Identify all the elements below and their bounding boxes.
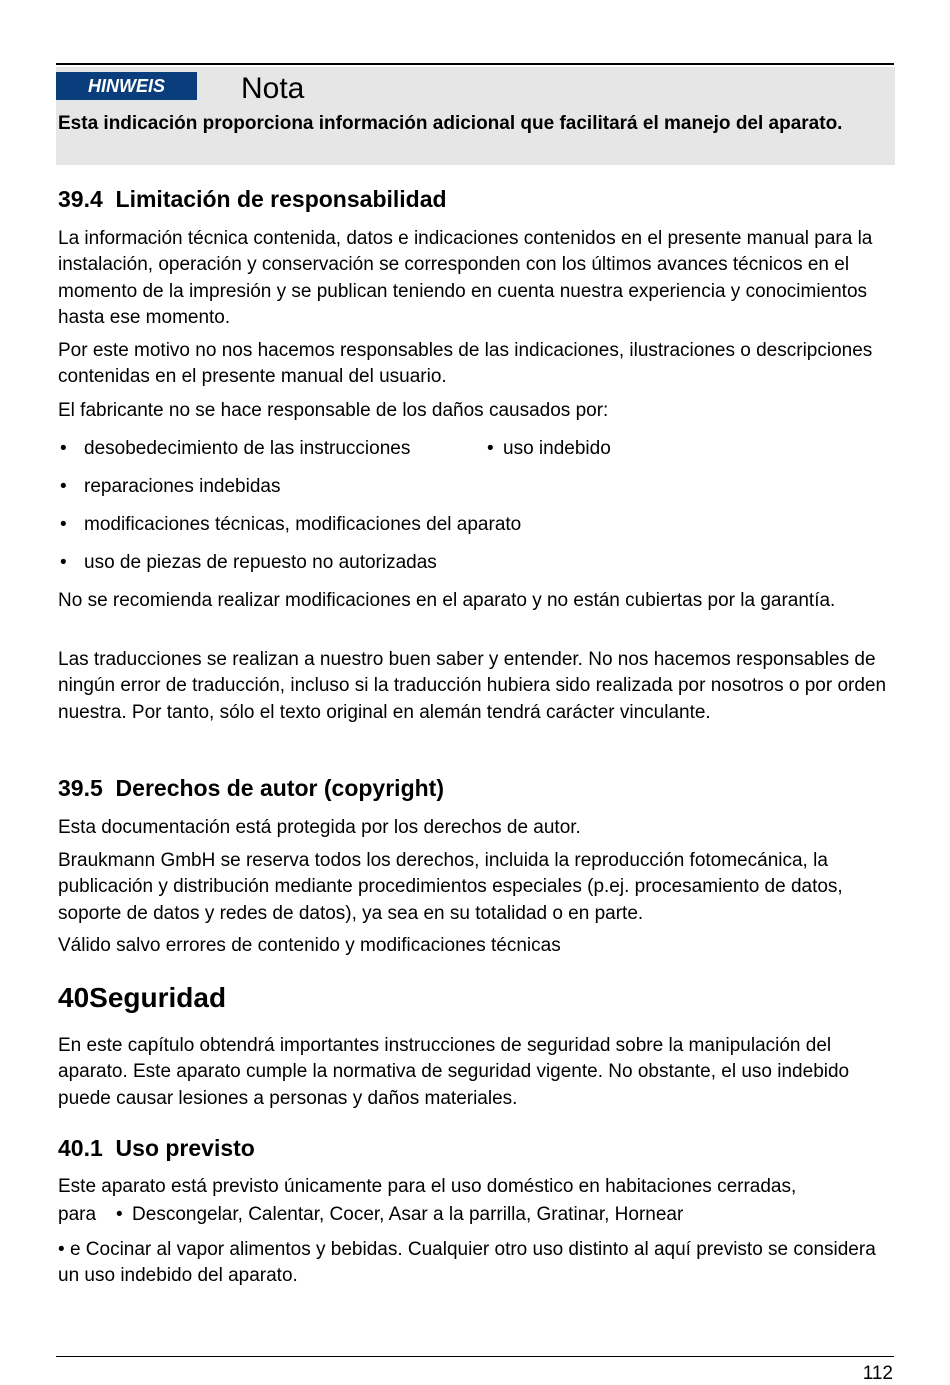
paragraph-40-1-line1: Este aparato está previsto únicamente para el uso doméstico en habitaciones cerradas,	[58, 1176, 797, 1197]
bullet-icon: •	[58, 1239, 70, 1260]
heading-39-5: 39.5 Derechos de autor (copyright)	[58, 775, 444, 801]
bullet-icon: •	[60, 476, 67, 497]
paragraph-39-4-1: La información técnica contenida, datos e indicaciones contenidos en el presente manual para la instalación, operación y conservación se corresponden con los últimos avances técnicos en el momento de la impresión y se publican teniendo en cuenta nuestra experiencia y conocimientos hasta ese momento.	[58, 228, 873, 328]
list-item: • uso de piezas de repuesto no autorizadas	[60, 550, 437, 576]
paragraph-39-5-1: Esta documentación está protegida por los derechos de autor.	[58, 817, 581, 838]
paragraph-39-4-3: El fabricante no se hace responsable de los daños causados por:	[58, 400, 609, 421]
bullet-icon: •	[60, 438, 67, 459]
paragraph-39-5-3: Válido salvo errores de contenido y modificaciones técnicas	[58, 935, 561, 956]
heading-39-4: 39.4 Limitación de responsabilidad	[58, 186, 447, 212]
paragraph-40-1-line2: para • Descongelar, Calentar, Cocer, Asar a la parrilla, Gratinar, Hornear	[58, 1202, 683, 1228]
top-rule	[56, 63, 894, 65]
list-item: • desobedecimiento de las instrucciones	[60, 436, 410, 462]
note-title: Nota	[241, 72, 305, 105]
paragraph-40-1: En este capítulo obtendrá importantes instrucciones de seguridad sobre la manipulación del aparato. Este aparato cumple la normativa de seguridad vigente. No obstante, el uso indebido puede causar lesiones a personas y daños materiales.	[58, 1035, 850, 1109]
page-number: 112	[862, 1363, 893, 1384]
paragraph-39-5-2: Braukmann GmbH se reserva todos los derechos, incluida la reproducción fotomecánica, la publicación y distribución mediante procedimientos especiales (p.ej. procesamiento de datos, soporte de datos y redes de datos), ya sea en su totalidad o en parte.	[58, 850, 843, 924]
bottom-rule	[56, 1356, 894, 1357]
list-item: • reparaciones indebidas	[60, 474, 280, 500]
list-item: • uso indebido	[487, 436, 611, 462]
list-item: • modificaciones técnicas, modificaciones del aparato	[60, 512, 521, 538]
bullet-icon: •	[60, 552, 67, 573]
paragraph-39-4-4: No se recomienda realizar modificaciones en el aparato y no están cubiertas por la garantía.	[58, 590, 836, 611]
paragraph-39-4-2: Por este motivo no nos hacemos responsables de las indicaciones, ilustraciones o descripciones contenidas en el presente manual del usuario.	[58, 340, 873, 388]
note-box	[56, 67, 895, 165]
bullet-icon: •	[116, 1204, 123, 1225]
heading-40: 40Seguridad	[58, 982, 227, 1013]
hinweis-badge: HINWEIS	[56, 72, 197, 100]
note-text: Esta indicación proporciona información adicional que facilitará el manejo del aparato.	[58, 113, 843, 134]
bullet-icon: •	[487, 438, 494, 459]
bullet-icon: •	[60, 514, 67, 535]
paragraph-39-4-5: Las traducciones se realizan a nuestro buen saber y entender. No nos hacemos responsables de ningún error de traducción, incluso si la traducción hubiera sido realizada por nosotros o por orden nuestra. Por tanto, sólo el texto original en alemán tendrá carácter vinculante.	[58, 649, 887, 723]
heading-40-1: 40.1 Uso previsto	[58, 1135, 255, 1161]
paragraph-40-1-2: • e Cocinar al vapor alimentos y bebidas. Cualquier otro uso distinto al aquí previsto se considera un uso indebido del aparato.	[58, 1239, 876, 1287]
